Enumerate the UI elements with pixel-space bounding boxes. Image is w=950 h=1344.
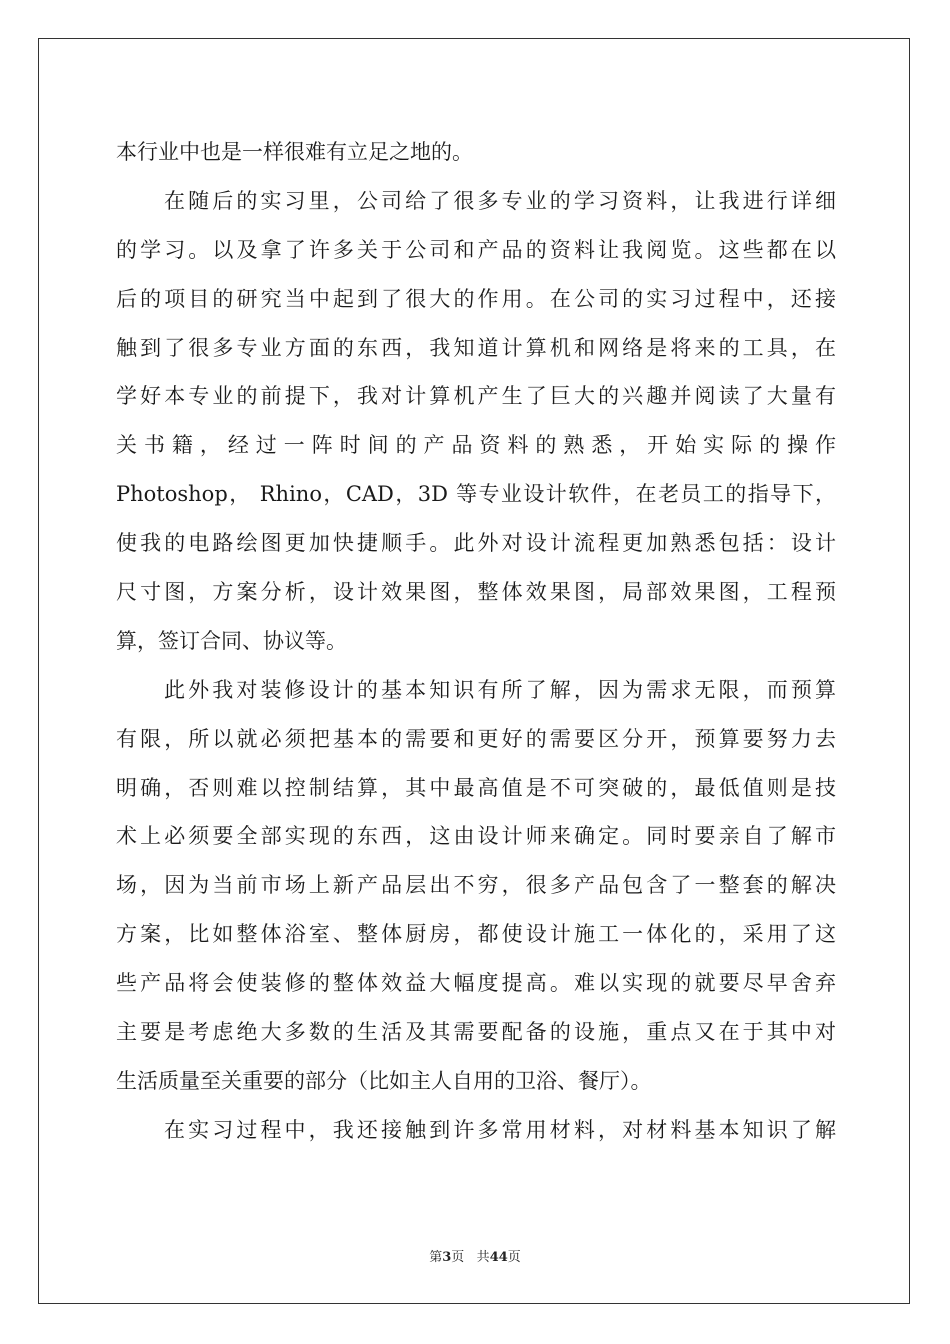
- text-line: 的学习。以及拿了许多关于公司和产品的资料让我阅览。这些都在以: [116, 237, 836, 262]
- text-line: 尺寸图，方案分析，设计效果图，整体效果图，局部效果图，工程预: [116, 580, 836, 605]
- text-line: 关书籍，经过一阵时间的产品资料的熟悉，开始实际的操作: [116, 433, 836, 458]
- document-body: [116, 128, 836, 1155]
- page-number: 3: [442, 1250, 452, 1265]
- text-line: 在实习过程中，我还接触到许多常用材料，对材料基本知识了解: [164, 1117, 836, 1142]
- page-prefix: 第: [429, 1250, 443, 1265]
- text-line: 生活质量至关重要的部分（比如主人自用的卫浴、餐厅）。: [116, 1068, 652, 1093]
- total-suffix: 页: [507, 1250, 521, 1265]
- text-line: 术上必须要全部实现的东西，这由设计师来确定。同时要亲自了解市: [116, 824, 836, 849]
- text-line: 主要是考虑绝大多数的生活及其需要配备的设施，重点又在于其中对: [116, 1020, 836, 1045]
- text-line: 后的项目的研究当中起到了很大的作用。在公司的实习过程中，还接: [116, 286, 836, 311]
- total-pages: 44: [489, 1250, 508, 1265]
- total-prefix: 共: [476, 1250, 490, 1265]
- text-line: 方案，比如整体浴室、整体厨房，都使设计施工一体化的，采用了这: [116, 922, 836, 947]
- text-line: 使我的电路绘图更加快捷顺手。此外对设计流程更加熟悉包括：设计: [116, 531, 836, 556]
- text-line: Photoshop， Rhino，CAD，3D 等专业设计软件，在老员工的指导下，: [116, 482, 836, 507]
- text-line: 触到了很多专业方面的东西，我知道计算机和网络是将来的工具，在: [116, 335, 836, 360]
- text-line: 算，签订合同、协议等。: [116, 628, 347, 653]
- page-footer: [0, 1246, 950, 1265]
- text-line: 有限，所以就必须把基本的需要和更好的需要区分开，预算要努力去: [116, 726, 836, 751]
- text-line: 在随后的实习里，公司给了很多专业的学习资料，让我进行详细: [164, 188, 836, 213]
- text-line: 明确，否则难以控制结算，其中最高值是不可突破的，最低值则是技: [116, 775, 836, 800]
- text-line: 些产品将会使装修的整体效益大幅度提高。难以实现的就要尽早舍弃: [116, 971, 836, 996]
- text-line: 此外我对装修设计的基本知识有所了解，因为需求无限，而预算: [164, 677, 836, 702]
- text-line: 场，因为当前市场上新产品层出不穷，很多产品包含了一整套的解决: [116, 873, 836, 898]
- page-suffix: 页: [451, 1250, 465, 1265]
- text-line: 学好本专业的前提下，我对计算机产生了巨大的兴趣并阅读了大量有: [116, 384, 836, 409]
- text-line: 本行业中也是一样很难有立足之地的。: [116, 140, 473, 164]
